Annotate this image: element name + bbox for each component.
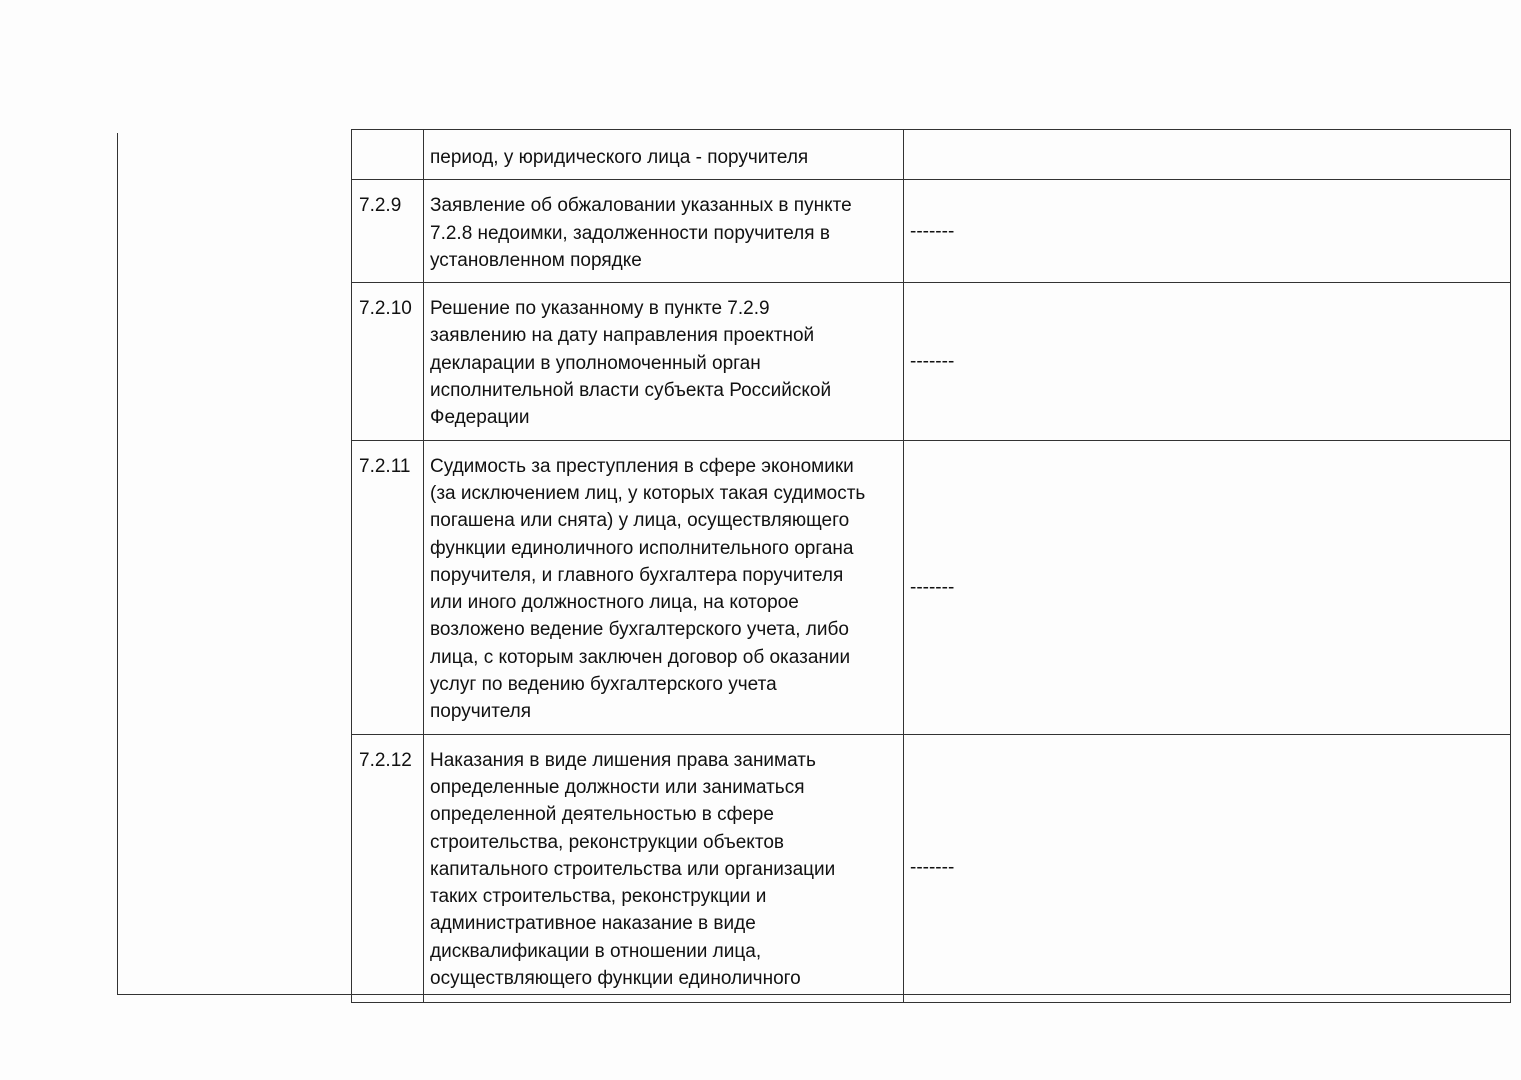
item-value: ------- xyxy=(904,440,1511,734)
description-line: 7.2.8 недоимки, задолженности поручителя в xyxy=(430,222,830,244)
table-row xyxy=(352,440,1511,734)
item-value: ------- xyxy=(904,734,1511,1002)
table-row xyxy=(352,734,1511,1002)
description-line: (за исключением лиц, у которых такая судимость xyxy=(430,482,866,504)
description-line: осуществляющего функции единоличного xyxy=(430,968,801,990)
item-number: 7.2.9 xyxy=(352,180,424,283)
description-line: услуг по ведению бухгалтерского учета xyxy=(430,674,777,696)
item-number: 7.2.10 xyxy=(352,283,424,440)
description-line: установленном порядке xyxy=(430,249,642,271)
requirements-table xyxy=(351,129,1511,1003)
left-frame-border xyxy=(117,133,118,995)
description-line: Федерации xyxy=(430,407,530,429)
description-line: дисквалификации в отношении лица, xyxy=(430,940,762,962)
description-line: возложено ведение бухгалтерского учета, либо xyxy=(430,619,849,641)
description-line: Заявление об обжаловании указанных в пункте xyxy=(430,195,852,217)
item-value xyxy=(904,130,1511,180)
description-line: погашена или снята) у лица, осуществляющего xyxy=(430,510,850,532)
table-row xyxy=(352,283,1511,440)
description-line: Решение по указанному в пункте 7.2.9 xyxy=(430,298,770,320)
item-description xyxy=(424,440,904,734)
description-line: Судимость за преступления в сфере экономики xyxy=(430,455,854,477)
item-description xyxy=(424,283,904,440)
description-line: или иного должностного лица, на которое xyxy=(430,592,799,614)
item-description xyxy=(424,130,904,180)
item-value: ------- xyxy=(904,283,1511,440)
item-number: 7.2.11 xyxy=(352,440,424,734)
description-line: функции единоличного исполнительного органа xyxy=(430,537,854,559)
description-line: определенной деятельностью в сфере xyxy=(430,804,774,826)
item-description xyxy=(424,734,904,1002)
description-line: Наказания в виде лишения права занимать xyxy=(430,749,816,771)
description-line: исполнительной власти субъекта Российской xyxy=(430,380,832,402)
description-line: таких строительства, реконструкции и xyxy=(430,886,767,908)
description-line: административное наказание в виде xyxy=(430,913,756,935)
item-value: ------- xyxy=(904,180,1511,283)
description-line: декларации в уполномоченный орган xyxy=(430,352,761,374)
item-description xyxy=(424,180,904,283)
description-line: поручителя xyxy=(430,701,532,723)
description-line: капитального строительства или организации xyxy=(430,858,836,880)
description-line: период, у юридического лица - поручителя xyxy=(430,147,809,168)
item-number xyxy=(352,130,424,180)
description-line: поручителя, и главного бухгалтера поручителя xyxy=(430,564,844,586)
item-number: 7.2.12 xyxy=(352,734,424,1002)
table-row xyxy=(352,130,1511,180)
description-line: определенные должности или заниматься xyxy=(430,776,805,798)
description-line: заявлению на дату направления проектной xyxy=(430,325,815,347)
description-line: лица, с которым заключен договор об оказании xyxy=(430,646,851,668)
description-line: строительства, реконструкции объектов xyxy=(430,831,784,853)
table-row xyxy=(352,180,1511,283)
